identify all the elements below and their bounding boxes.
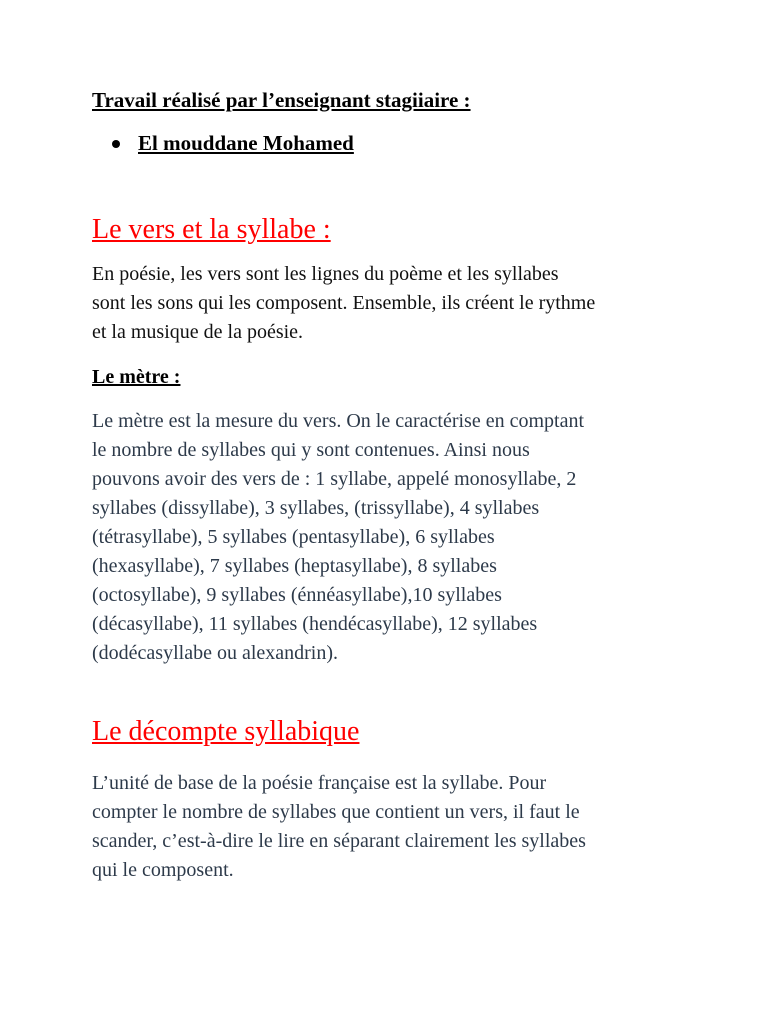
paragraph-line: (décasyllabe), 11 syllabes (hendécasyllabe), 12 syllabes [92, 613, 538, 635]
section-heading-vers-syllabe: Le vers et la syllabe : [92, 214, 331, 245]
paragraph-line: En poésie, les vers sont les lignes du poème et les syllabes [92, 263, 559, 285]
paragraph-line: (hexasyllabe), 7 syllabes (heptasyllabe), 8 syllabes [92, 555, 497, 577]
paragraph-line: (octosyllabe), 9 syllabes (énnéasyllabe),10 syllabes [92, 584, 502, 606]
bullet-icon [112, 140, 120, 148]
decompte-paragraph [92, 769, 702, 885]
section-vers-syllabe-paragraph [92, 260, 702, 347]
paragraph-line: le nombre de syllabes qui y sont contenues. Ainsi nous [92, 439, 530, 461]
paragraph-line: (dodécasyllabe ou alexandrin). [92, 642, 339, 664]
paragraph-line: (tétrasyllabe), 5 syllabes (pentasyllabe), 6 syllabes [92, 526, 495, 548]
paragraph-line: Le mètre est la mesure du vers. On le caractérise en comptant [92, 410, 585, 432]
paragraph-line: pouvons avoir des vers de : 1 syllabe, appelé monosyllabe, 2 [92, 468, 577, 490]
paragraph-line: syllabes (dissyllabe), 3 syllabes, (trissyllabe), 4 syllabes [92, 497, 540, 519]
paragraph-line: et la musique de la poésie. [92, 321, 304, 343]
paragraph-line: L’unité de base de la poésie française est la syllabe. Pour [92, 772, 547, 794]
paragraph-line: compter le nombre de syllabes que contient un vers, il faut le [92, 801, 580, 823]
section-heading-decompte: Le décompte syllabique [92, 716, 360, 747]
paragraph-line: scander, c’est-à-dire le lire en séparant clairement les syllabes [92, 830, 586, 852]
metre-paragraph [92, 407, 702, 668]
paragraph-line: qui le composent. [92, 859, 234, 881]
document-header-title: Travail réalisé par l’enseignant stagiiaire : [92, 88, 471, 112]
author-list-item [112, 131, 354, 156]
subsection-heading-metre: Le mètre : [92, 366, 181, 388]
author-name: El mouddane Mohamed [138, 131, 354, 155]
paragraph-line: sont les sons qui les composent. Ensemble, ils créent le rythme [92, 292, 596, 314]
